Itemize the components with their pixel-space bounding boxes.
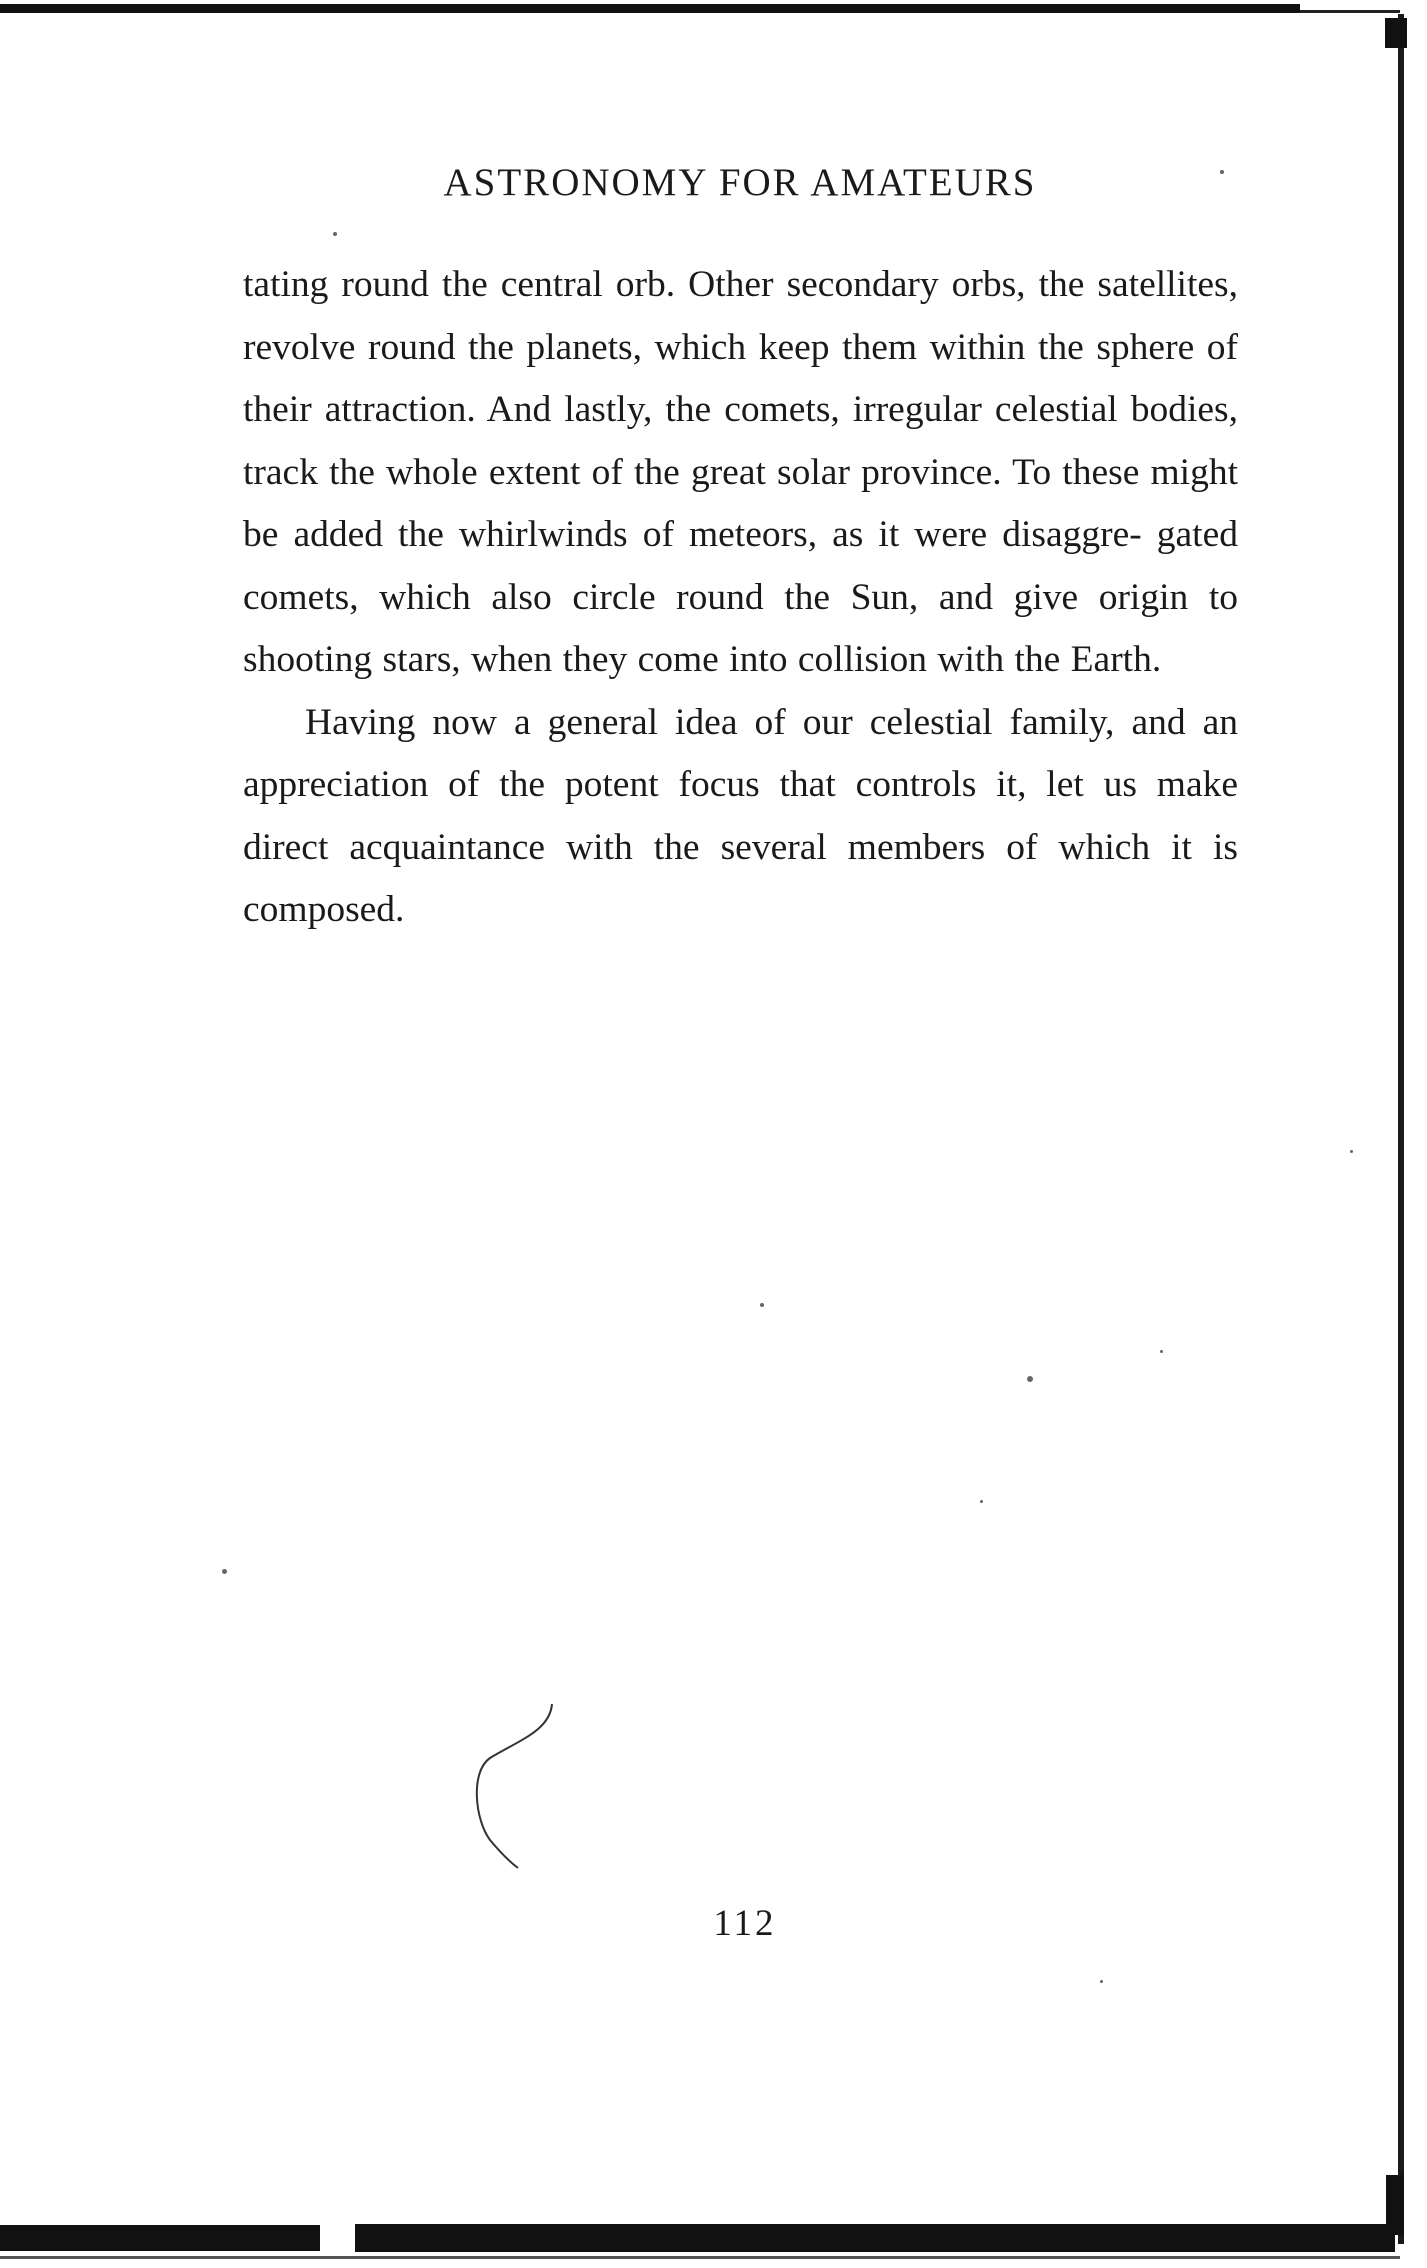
scan-border-bottom-left (0, 2225, 320, 2251)
scan-border-bottom-edge (0, 2256, 1400, 2259)
scan-speck (980, 1500, 983, 1503)
scan-speck (222, 1569, 227, 1574)
pencil-stray-mark (460, 1700, 570, 1870)
scan-speck (1160, 1350, 1163, 1353)
scan-border-top-thin (1300, 10, 1400, 13)
scan-border-top (0, 4, 1300, 13)
running-head: ASTRONOMY FOR AMATEURS (443, 161, 1037, 204)
scan-speck (760, 1303, 764, 1307)
scan-edge-mark-top (1385, 18, 1407, 48)
scan-speck (1100, 1980, 1103, 1983)
paragraph-continued: tating round the central orb. Other secondary orbs, the satellites, revolve round the planets, which keep them within the sphere of their attraction. And lastly, the comets, irregular celestial bodies, track the whole extent of the great solar province. To these might be added the whirlwinds of meteors, as it were disaggre- gated comets, which also circle round the Sun, and give origin to shooting stars, when they come into collision with the Earth. (243, 264, 1238, 680)
body-text (243, 254, 1238, 942)
scan-border-bottom-right (355, 2224, 1395, 2252)
scan-speck (333, 232, 337, 236)
scan-speck (1027, 1376, 1033, 1382)
page-number: 112 (713, 1903, 777, 1944)
scan-speck (1350, 1150, 1353, 1153)
scan-speck (1220, 170, 1224, 174)
paragraph: Having now a general idea of our celestial family, and an appreciation of the potent focus that controls it, let us make direct acquaintance with the several members of which it is composed. (243, 701, 1238, 930)
